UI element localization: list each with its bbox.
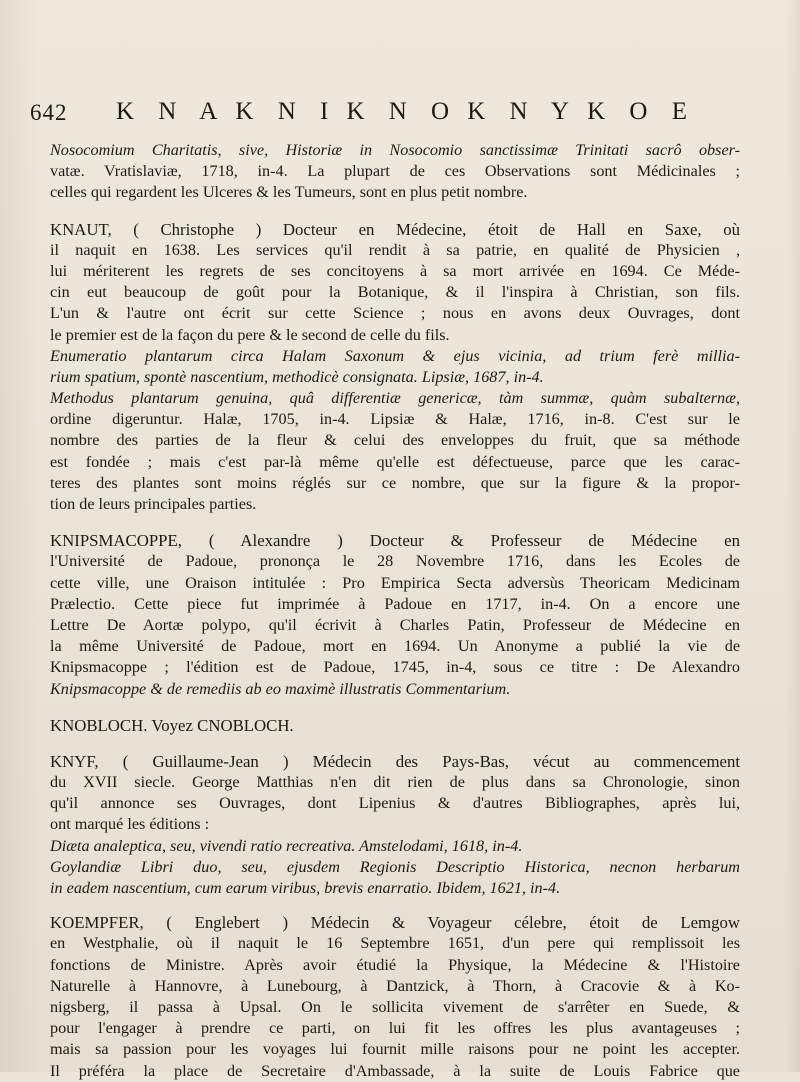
text-line: ont marqué les éditions : xyxy=(50,815,210,834)
text-line: vatæ. Vratislaviæ, 1718, in-4. La plupart de ces Observations sont Médicinales ; xyxy=(50,162,740,181)
text-line: rium spatium, spontè nascentium, methodicè consignata. Lipsiæ, 1687, in-4. xyxy=(50,367,544,386)
text-line: est fondée ; mais c'est par-là même qu'elle est défectueuse, parce que les carac- xyxy=(50,452,740,471)
text-line: nigsberg, il passa à Upsal. On le sollicita vivement de s'arrêter en Suede, & xyxy=(50,997,740,1016)
text-line: Enumeratio plantarum circa Halam Saxonum & ejus vicinia, ad trium ferè millia- xyxy=(50,346,740,365)
text-line: Methodus plantarum genuina, quâ differentiæ genericæ, tàm summæ, quàm subalternæ, xyxy=(50,389,740,408)
text-line: il naquit en 1638. Les services qu'il rendit à sa patrie, en qualité de Physicien , xyxy=(50,240,740,259)
page-body xyxy=(50,140,740,1082)
entry-heading-line: KOEMPFER, ( Englebert ) Médecin & Voyageur célebre, étoit de Lemgow xyxy=(50,913,740,933)
text-line: Prælectio. Cette piece fut imprimée à Padoue en 1717, in-4. On a encore une xyxy=(50,594,740,613)
paragraph-gap xyxy=(50,700,740,715)
page-number: 642 xyxy=(30,100,68,125)
entry-heading-line: KNAUT, ( Christophe ) Docteur en Médecine, étoit de Hall en Saxe, où xyxy=(50,219,740,239)
text-line: fonctions de Ministre. Après avoir étudié la Physique, la Médecine & l'Histoire xyxy=(50,955,740,974)
page-edge-shadow xyxy=(786,0,800,1072)
running-head-item: K N I xyxy=(235,98,338,125)
text-line: Il préféra la place de Secretaire d'Ambassade, à la suite de Louis Fabrice que xyxy=(50,1061,740,1080)
text-line: mais sa passion pour les voyages lui fournit mille raisons pour ne point les accepter. xyxy=(50,1040,740,1059)
text-line: nombre des parties de la fleur & celui des enveloppes du fruit, que sa méthode xyxy=(50,431,740,450)
paragraph-gap xyxy=(50,736,740,751)
text-line: Knipsmacoppe & de remediis ab eo maximè illustratis Commentarium. xyxy=(50,679,511,698)
text-line: Goylandiæ Libri duo, seu, ejusdem Regionis Descriptio Historica, necnon herbarum xyxy=(50,857,740,876)
running-head-item: K N A xyxy=(116,98,227,125)
entry-heading-line: KNYF, ( Guillaume-Jean ) Médecin des Pays-Bas, vécut au commencement xyxy=(50,751,740,771)
running-head xyxy=(116,98,696,126)
text-line: Diæta analeptica, seu, vivendi ratio recreativa. Amstelodami, 1618, in-4. xyxy=(50,836,523,855)
text-line: Lettre De Aortæ polypo, qu'il écrivit à Charles Patin, Professeur de Médecine en xyxy=(50,615,740,634)
text-line: qu'il annonce ses Ouvrages, dont Lipenius & d'autres Bibliographes, après lui, xyxy=(50,794,740,813)
text-line: tion de leurs principales parties. xyxy=(50,495,257,513)
text-line: celles qui regardent les Ulceres & les Tumeurs, sont en plus petit nombre. xyxy=(50,183,528,202)
text-line: l'Université de Padoue, prononça le 28 Novembre 1716, dans les Ecoles de xyxy=(50,552,740,571)
paragraph-gap xyxy=(50,204,740,219)
paragraph-gap xyxy=(50,515,740,530)
entry-heading-line: KNOBLOCH. Voyez CNOBLOCH. xyxy=(50,715,294,735)
text-line: pour l'engager à prendre ce parti, on lui fit les offres les plus avantageuses ; xyxy=(50,1019,740,1038)
text-line: in eadem nascentium, cum earum viribus, brevis enarratio. Ibidem, 1621, in-4. xyxy=(50,879,561,897)
text-line: L'un & l'autre ont écrit sur cette Science ; nous en avons deux Ouvrages, dont xyxy=(50,304,740,323)
text-line: cin eut beaucoup de goût pour la Botanique, & il l'inspira à Christian, son fils. xyxy=(50,283,740,302)
text-line: lui mériterent les regrets de ses concitoyens à sa mort arrivée en 1694. Ce Méde- xyxy=(50,261,740,280)
text-line: la même Université de Padoue, mort en 1694. Un Anonyme a publié la vie de xyxy=(50,637,740,656)
text-line: en Westphalie, où il naquit le 16 Septembre 1651, d'un pere qui remplissoit les xyxy=(50,934,740,953)
text-line: du XVII siecle. George Matthias n'en dit rien de plus dans sa Chronologie, sinon xyxy=(50,773,740,792)
entry-heading-line: KNIPSMACOPPE, ( Alexandre ) Docteur & Professeur de Médecine en xyxy=(50,531,740,551)
text-line: Nosocomium Charitatis, sive, Historiæ in Nosocomio sanctissimæ Trinitati sacrô obser- xyxy=(50,141,740,159)
text-line: Naturelle à Hannovre, à Lunebourg, à Dantzick, à Thorn, à Cracovie & à Ko- xyxy=(50,976,740,995)
text-line: teres des plantes sont moins réglés sur ce nombre, que sur la figure & la propor- xyxy=(50,473,740,492)
text-line: ordine digeruntur. Halæ, 1705, in-4. Lipsiæ & Halæ, 1716, in-8. C'est sur le xyxy=(50,410,740,429)
text-line: le premier est de la façon du pere & le second de celle du fils. xyxy=(50,325,450,344)
page-header xyxy=(30,96,770,132)
running-head-item: K N Y xyxy=(467,98,578,125)
text-line: cette ville, une Oraison intitulée : Pro Empirica Secta adversùs Theoricam Medicinam xyxy=(50,573,740,592)
text-line: Knipsmacoppe ; l'édition est de Padoue, 1745, in-4, sous ce titre : De Alexandro xyxy=(50,658,740,677)
running-head-item: K O E xyxy=(587,98,696,125)
running-head-item: K N O xyxy=(346,98,459,125)
paragraph-gap xyxy=(50,899,740,912)
